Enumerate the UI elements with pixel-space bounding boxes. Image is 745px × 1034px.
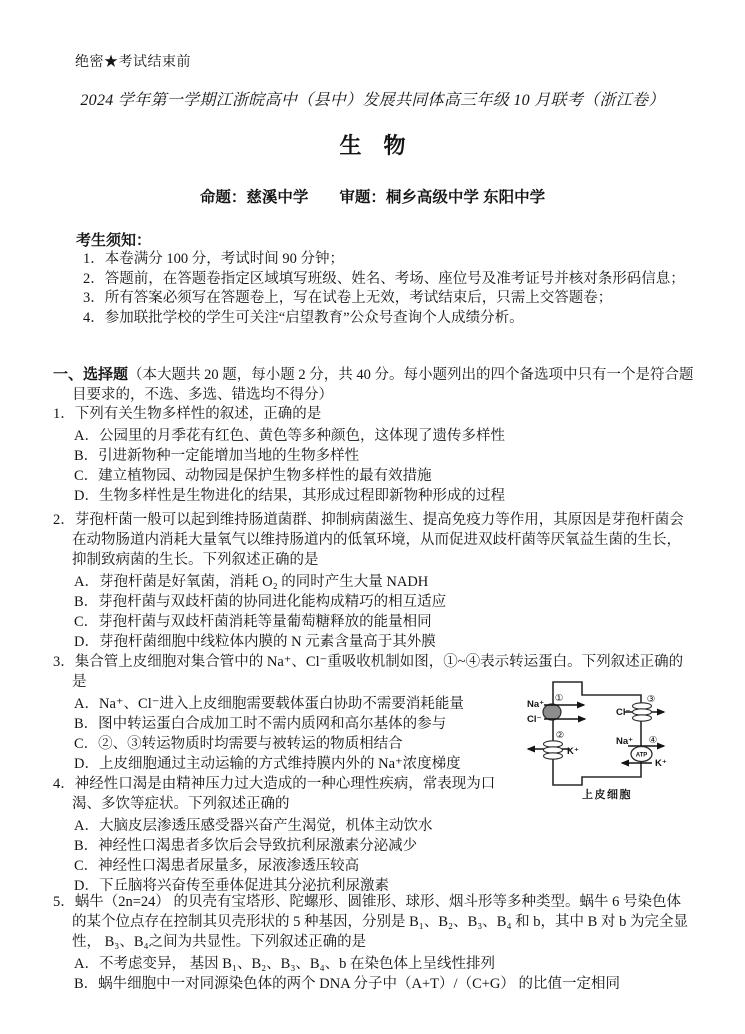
option-d: D．生物多样性是生物进化的结果，其形成过程即新物种形成的过程 [74,488,505,504]
k-in-label: K⁺ [655,758,667,769]
cl-out-label: Cl⁻ [616,707,631,718]
notice-heading: 考生须知： [76,232,152,249]
cell-transport-svg [512,666,745,811]
notice-item-2: 2．答题前，在答题卷指定区域填写班级、姓名、考场、座位号及准考证号并核对条形码信息； [83,270,685,287]
question-number: 4． [53,776,75,792]
cl-in-label: Cl⁻ [527,714,542,725]
atp-label: ATP [635,752,648,759]
question-stem [53,510,694,570]
option-a: A．不考虑变异， 基因 B₁、B₂、B₃、B₄、b 在染色体上呈线性排列 [74,956,496,972]
transporter-2-symbol [544,741,563,747]
na-in-label: Na⁺ [527,699,545,710]
question-number: 2． [53,512,75,528]
section-header [53,365,694,405]
notice-item-3: 3．所有答案必须写在答题卷上，写在试卷上无效，考试结束后，只需上交答题卷； [83,290,613,306]
option-a: A．Na⁺、Cl⁻进入上皮细胞需要载体蛋白协助不需要消耗能量 [74,696,464,712]
transporter-2-symbol [544,753,563,759]
setter-reviewer-line: 命题：慈溪中学 审题：桐乡高级中学 东阳中学 [199,189,546,206]
notice-list [77,250,693,328]
option-d: D．芽孢杆菌细胞中线粒体内膜的 N 元素含量高于其外膜 [74,634,436,650]
option-d: D．下丘脑将兴奋传至垂体促进其分泌抗利尿激素 [74,878,389,894]
question-stem-text: 下列有关生物多样性的叙述，正确的是 [74,406,322,422]
section-label: 一、选择题 [53,366,129,383]
option-c: C．建立植物园、动物园是保护生物多样性的最有效措施 [74,468,432,484]
question-stem-text: 蜗牛（2n=24） 的贝壳有宝塔形、陀螺形、圆锥形、球形、烟斗形等多种类型。蜗牛 6 号染色体的某个位点存在控制其贝壳形状的 5 种基因，分别是 B₁、B₂、B₃、B₄ 和 b，其中 B 对 b 为完全显性， B₃、B₄之间为共显性。下列叙述正确的是 [72,894,688,950]
transporter-1-symbol [543,704,561,720]
question-stem-text: 神经性口渴是由精神压力过大造成的一种心理性疾病，常表现为口渴、多饮等症状。下列叙述正确的 [72,776,496,812]
option-b: B．蜗牛细胞中一对同源染色体的两个 DNA 分子中（A+T）/（C+G） 的比值一定相同 [74,976,621,992]
ion-transport-diagram [512,666,745,811]
option-b: B．神经性口渴患者多饮后会导致抗利尿激素分泌减少 [74,838,418,854]
question-2 [53,510,694,652]
transporter-1-label: ① [554,694,564,704]
transporter-2-symbol [544,747,563,753]
section-description: （本大题共 20 题，每小题 2 分，共 40 分。每小题列出的四个备选项中只有一个是符合题目要求的，不选、多选、错选均不得分） [72,367,694,403]
transporter-4-label: ④ [648,736,658,746]
k-out-label: K⁺ [567,746,579,757]
options-list [53,426,694,506]
option-b: B．图中转运蛋白合成加工时不需内质网和高尔基体的参与 [74,716,447,732]
subject-title: 生 物 [339,133,406,158]
option-a: A．芽孢杆菌是好氧菌，消耗 O₂ 的同时产生大量 NADH [74,574,429,590]
question-5 [53,892,694,994]
notice-item-4: 4．参加联批学校的学生可关注“启望教育”公众号查询个人成绩分析。 [83,309,524,326]
option-c: C．神经性口渴患者尿量多，尿液渗透压较高 [74,858,360,874]
na-out-label: Na⁺ [616,736,634,747]
question-number: 1． [53,406,75,422]
option-a: A．公园里的月季花有红色、黄色等多种颜色，这体现了遗传多样性 [74,428,505,444]
notice-item-1: 1．本卷满分 100 分，考试时间 90 分钟； [83,251,344,267]
option-b: B．芽孢杆菌与双歧杆菌的协同进化能构成精巧的相互适应 [74,594,447,610]
cell-outline [553,682,641,785]
option-b: B．引进新物种一定能增加当地的生物多样性 [74,448,360,464]
transporter-3-symbol [633,715,652,721]
question-number: 5． [53,894,75,910]
security-marking: 绝密★考试结束前 [75,55,191,70]
question-number: 3． [53,654,75,670]
option-a: A．大脑皮层渗透压感受器兴奋产生渴觉，机体主动饮水 [74,818,433,834]
question-stem-text: 集合管上皮细胞对集合管中的 Na⁺、Cl⁻重吸收机制如图，①~④表示转运蛋白。下列叙述正确的是 [72,654,684,690]
option-c: C．②、③转运物质时均需要与被转运的物质相结合 [74,736,403,752]
question-stem [53,404,694,424]
cell-caption: 上皮细胞 [582,789,632,801]
transporter-2-label: ② [555,731,565,741]
question-stem-text: 芽孢杆菌一般可以起到维持肠道菌群、抑制病菌滋生、提高免疫力等作用，其原因是芽孢杆菌会在动物肠道内消耗大量氧气以维持肠道内的低氧环境，从而促进双歧杆菌等厌氧益生菌的生长，抑制致病菌的生长。下列叙述正确的是 [72,512,684,568]
options-list [53,816,694,896]
question-stem [53,892,694,952]
question-1 [53,404,694,506]
transporter-3-label: ③ [646,695,656,705]
options-list [53,954,694,994]
transporter-3-symbol [633,709,652,715]
option-c: C．芽孢杆菌与双歧杆菌消耗等量葡萄糖释放的能量相同 [74,614,432,630]
option-d: D．上皮细胞通过主动运输的方式维持膜内外的 Na⁺浓度梯度 [74,756,461,772]
question-stem [53,774,517,814]
exam-title: 2024 学年第一学期江浙皖高中（县中）发展共同体高三年级 10 月联考（浙江卷） [80,92,665,109]
options-list [53,572,694,652]
